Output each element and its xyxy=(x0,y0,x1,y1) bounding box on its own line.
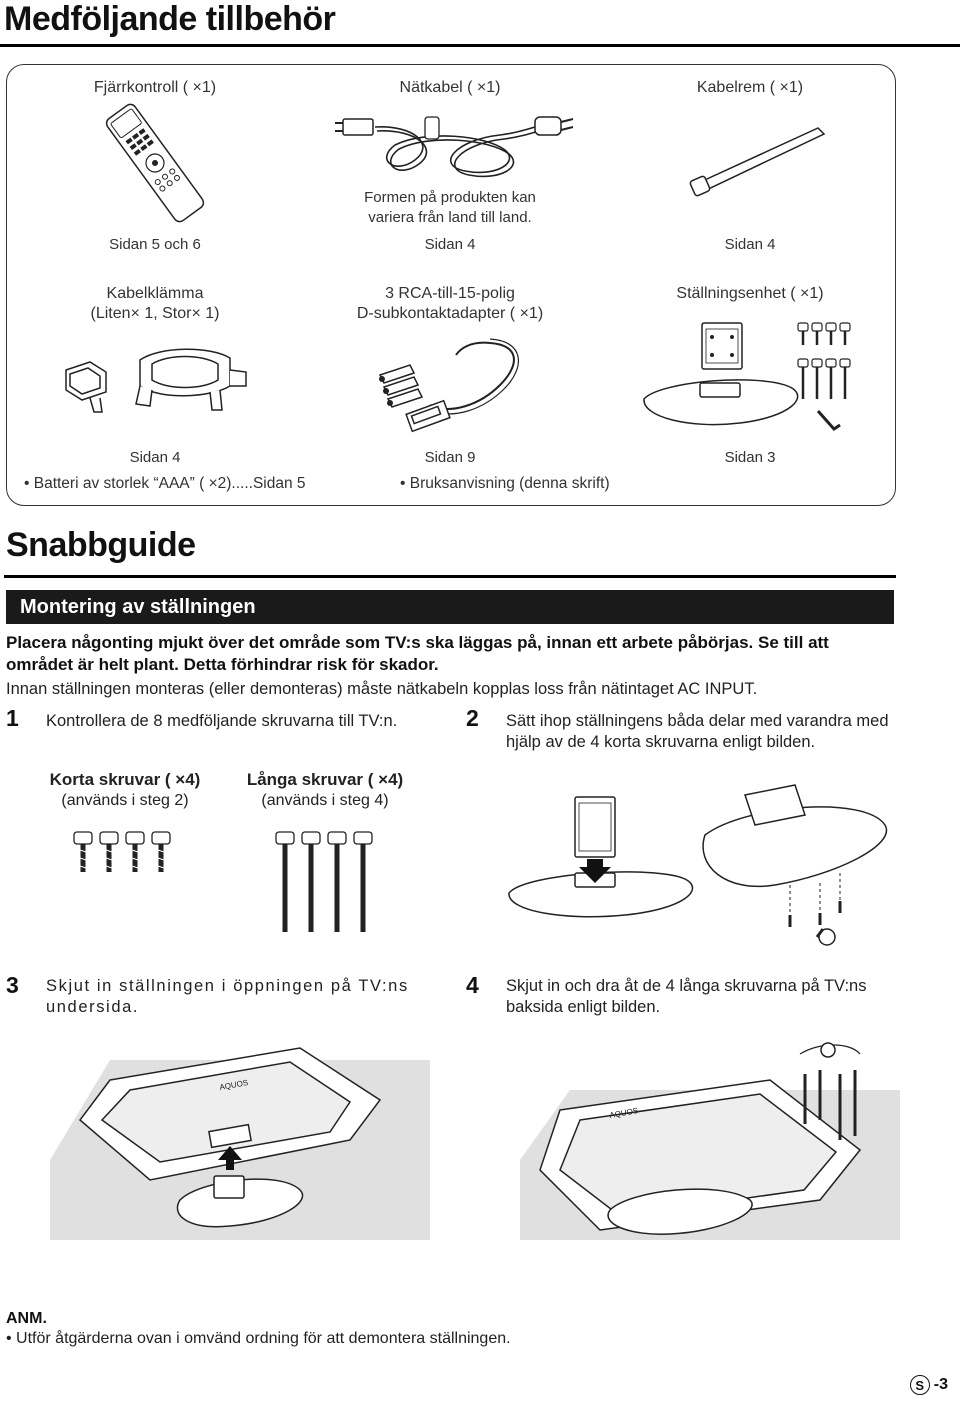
bullet-dot: • xyxy=(6,1330,17,1347)
long-screws-illustration xyxy=(272,828,392,938)
strap-label: Kabelrem ( ×1) xyxy=(696,79,804,96)
page-number-badge xyxy=(910,1375,948,1395)
bullet-battery-text: Batteri av storlek “AAA” ( ×2).....Sidan 5 xyxy=(33,475,306,492)
short-screws-sub: (används i steg 2) xyxy=(61,792,189,809)
long-screws-caption xyxy=(220,770,430,811)
tv-stand-insert-illustration xyxy=(50,1040,430,1260)
remote-page-ref: Sidan 5 och 6 xyxy=(109,236,201,253)
tv-brand-label: AQUOS xyxy=(218,1078,249,1092)
stand-assembly-illustration xyxy=(505,775,905,950)
step-1-text: Kontrollera de 8 medföljande skruvarna till TV:n. xyxy=(46,712,398,730)
cable-note-line2: variera från land till land. xyxy=(368,209,532,226)
bullet-battery xyxy=(24,475,306,493)
cable-clamp-illustration xyxy=(60,340,260,420)
note-item-text: Utför åtgärderna ovan i omvänd ordning för att demontera ställningen. xyxy=(16,1330,511,1347)
tv-brand-label-2: AQUOS xyxy=(608,1106,639,1120)
short-screws-caption xyxy=(20,770,230,811)
rca-adapter-illustration xyxy=(370,335,530,435)
adapter-label-line2: D-subkontaktadapter ( ×1) xyxy=(356,305,544,322)
clamp-page-ref: Sidan 4 xyxy=(129,449,181,466)
short-screws-illustration xyxy=(70,828,190,878)
language-badge: S xyxy=(910,1375,930,1395)
bullet-dot: • xyxy=(400,475,410,492)
note-item xyxy=(6,1330,511,1348)
bullet-manual-text: Bruksanvisning (denna skrift) xyxy=(409,475,610,492)
section-divider xyxy=(4,575,896,578)
note-text: Innan ställningen monteras (eller demonteras) måste nätkabeln kopplas loss från nätintaget AC INPUT. xyxy=(6,680,758,698)
step-4-text: Skjut in och dra åt de 4 långa skruvarna på TV:ns baksida enligt bilden. xyxy=(506,977,867,1016)
short-screws-title: Korta skruvar ( ×4) xyxy=(49,770,201,789)
bullet-dot: • xyxy=(24,475,34,492)
page-title: Medföljande tillbehör xyxy=(4,0,336,38)
cable-label: Nätkabel ( ×1) xyxy=(399,79,501,96)
step-2-text: Sätt ihop ställningens båda delar med varandra med hjälp av de 4 korta skruvarna enligt bilden. xyxy=(506,712,889,751)
step-3-text: Skjut in ställningen i öppningen på TV:ns undersida. xyxy=(46,977,409,1016)
bullet-manual xyxy=(400,475,610,493)
clamp-label-line2: (Liten× 1, Stor× 1) xyxy=(90,305,220,322)
power-cable-illustration xyxy=(335,105,575,185)
subsection-bar: Montering av ställningen xyxy=(6,590,894,624)
step-1-number: 1 xyxy=(6,705,19,731)
clamp-label-line1: Kabelklämma xyxy=(106,285,204,302)
adapter-page-ref: Sidan 9 xyxy=(424,449,476,466)
long-screws-title: Långa skruvar ( ×4) xyxy=(246,770,404,789)
title-divider xyxy=(0,44,960,47)
page-number: -3 xyxy=(933,1376,948,1393)
remote-label: Fjärrkontroll ( ×1) xyxy=(93,79,217,96)
cable-note-line1: Formen på produkten kan xyxy=(364,189,536,206)
stand-label: Ställningsenhet ( ×1) xyxy=(676,285,824,302)
step-4-number: 4 xyxy=(466,972,479,998)
note-heading: ANM. xyxy=(6,1310,47,1327)
stand-page-ref: Sidan 3 xyxy=(724,449,776,466)
step-3-number: 3 xyxy=(6,972,19,998)
cable-strap-illustration xyxy=(690,122,830,202)
tv-screws-tighten-illustration xyxy=(520,1040,900,1260)
remote-control-illustration xyxy=(100,108,210,218)
adapter-label-line1: 3 RCA-till-15-polig xyxy=(385,285,515,302)
stand-unit-illustration xyxy=(640,315,880,445)
section-title: Snabbguide xyxy=(6,526,196,564)
step-2-number: 2 xyxy=(466,705,479,731)
warning-text: Placera någonting mjukt över det område som TV:s ska läggas på, innan ett arbete påbörjas. Se till att området är helt plant. Detta förhindrar risk för skador. xyxy=(6,633,829,674)
cable-page-ref: Sidan 4 xyxy=(424,236,476,253)
long-screws-sub: (används i steg 4) xyxy=(261,792,389,809)
strap-page-ref: Sidan 4 xyxy=(724,236,776,253)
